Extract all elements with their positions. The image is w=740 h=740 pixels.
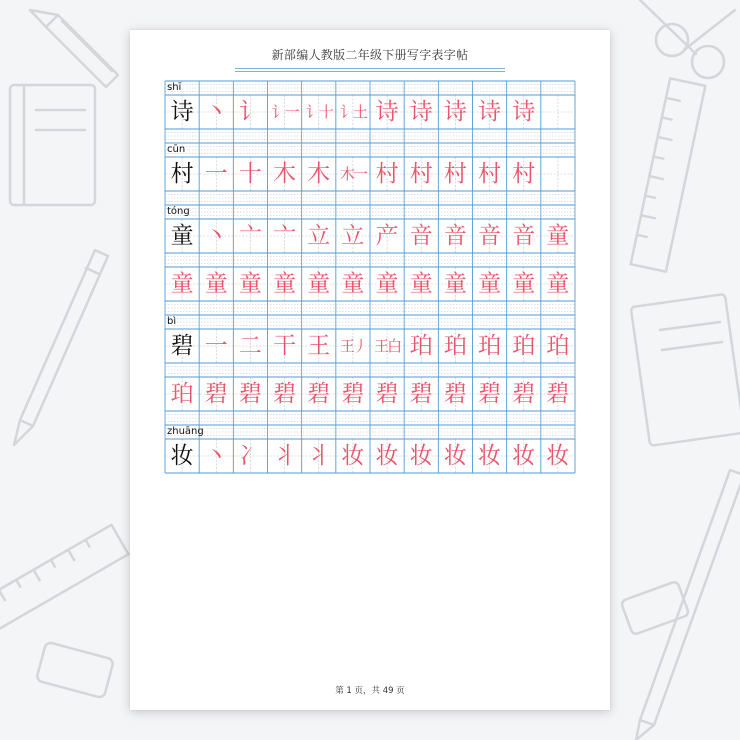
trace-character: 一 — [204, 333, 228, 359]
trace-character: 童 — [512, 271, 536, 297]
trace-character: 诗 — [375, 99, 399, 125]
trace-character: 产 — [375, 223, 399, 249]
practice-sheet — [130, 30, 610, 710]
trace-character: 童 — [478, 271, 502, 297]
model-character: 村 — [170, 161, 194, 187]
notebook-icon — [631, 294, 740, 446]
notebook-icon — [10, 85, 95, 205]
trace-character: 立 — [307, 223, 331, 249]
trace-character: 诗 — [512, 99, 536, 125]
trace-character: 诗 — [478, 99, 502, 125]
trace-character: 童 — [546, 271, 570, 297]
trace-character: 音 — [512, 223, 536, 249]
trace-character: 妆 — [512, 443, 536, 469]
trace-character: 碧 — [307, 381, 331, 407]
trace-character: 丬 — [273, 443, 297, 469]
trace-character: 珀 — [170, 381, 194, 407]
trace-character: 妆 — [375, 443, 399, 469]
trace-character: 妆 — [341, 443, 365, 469]
pinyin-label: tóng — [167, 206, 190, 217]
trace-character: 讠十 — [305, 103, 332, 121]
trace-character: 村 — [375, 161, 399, 187]
eraser-icon — [36, 642, 114, 699]
trace-character: 村 — [443, 161, 467, 187]
pinyin-label: zhuāng — [167, 426, 204, 437]
trace-character: 碧 — [238, 381, 262, 407]
trace-character: 童 — [546, 223, 570, 249]
trace-character: 碧 — [546, 381, 570, 407]
trace-character: 碧 — [375, 381, 399, 407]
trace-character: 丶 — [204, 443, 228, 469]
trace-character: 一 — [204, 161, 228, 187]
trace-character: 碧 — [512, 381, 536, 407]
pencil-icon — [636, 470, 740, 740]
trace-character: 童 — [443, 271, 467, 297]
trace-character: 讠土 — [339, 103, 366, 121]
trace-character: 珀 — [546, 333, 570, 359]
trace-character: 音 — [478, 223, 502, 249]
trace-character: 碧 — [478, 381, 502, 407]
page-number: 第 1 页，共 49 页 — [335, 686, 405, 696]
trace-character: 妆 — [409, 443, 433, 469]
trace-character: 丬 — [307, 443, 331, 469]
trace-character: 音 — [443, 223, 467, 249]
trace-character: 十 — [238, 161, 262, 187]
trace-character: 碧 — [273, 381, 297, 407]
model-character: 碧 — [170, 333, 194, 359]
trace-character: 冫 — [238, 443, 262, 469]
pen-icon — [14, 250, 108, 445]
trace-character: 碧 — [443, 381, 467, 407]
tianzi-grid — [130, 30, 610, 710]
trace-character: 妆 — [443, 443, 467, 469]
trace-character: 碧 — [341, 381, 365, 407]
trace-character: 童 — [307, 271, 331, 297]
trace-character: 干 — [273, 333, 297, 359]
trace-character: 童 — [170, 271, 194, 297]
trace-character: 立 — [341, 223, 365, 249]
trace-character: 珀 — [409, 333, 433, 359]
trace-character: 珀 — [512, 333, 536, 359]
trace-character: 村 — [512, 161, 536, 187]
trace-character: 童 — [409, 271, 433, 297]
trace-character: 珀 — [478, 333, 502, 359]
trace-character: 讠一 — [271, 103, 298, 121]
trace-character: 讠 — [238, 99, 262, 125]
trace-character: 碧 — [204, 381, 228, 407]
trace-character: 丶 — [204, 223, 228, 249]
trace-character: 村 — [478, 161, 502, 187]
trace-character: 诗 — [409, 99, 433, 125]
pinyin-label: shī — [167, 82, 182, 93]
ruler-icon — [631, 78, 706, 271]
trace-character: 村 — [409, 161, 433, 187]
scissors-icon — [640, 0, 735, 78]
ruler-icon — [0, 525, 128, 629]
trace-character: 童 — [341, 271, 365, 297]
trace-character: 音 — [409, 223, 433, 249]
trace-character: 童 — [273, 271, 297, 297]
model-character: 妆 — [170, 443, 194, 469]
trace-character: 碧 — [409, 381, 433, 407]
trace-character: 王白 — [374, 337, 401, 355]
trace-character: 童 — [204, 271, 228, 297]
trace-character: 珀 — [443, 333, 467, 359]
trace-character: 二 — [238, 333, 262, 359]
trace-character: 丶 — [204, 99, 228, 125]
trace-character: 童 — [238, 271, 262, 297]
trace-character: 亠 — [238, 223, 262, 249]
trace-character: 妆 — [478, 443, 502, 469]
trace-character: 王 — [307, 333, 331, 359]
trace-character: 童 — [375, 271, 399, 297]
trace-character: 木一 — [339, 165, 366, 183]
trace-character: 亠 — [273, 223, 297, 249]
trace-character: 王丿 — [339, 337, 366, 355]
trace-character: 妆 — [546, 443, 570, 469]
trace-character: 诗 — [443, 99, 467, 125]
trace-character: 木 — [273, 161, 297, 187]
pencil-icon — [30, 10, 118, 87]
page-title: 新部编人教版二年级下册写字表字帖 — [271, 48, 469, 62]
pinyin-label: bì — [167, 316, 177, 327]
trace-character: 木 — [307, 161, 331, 187]
pinyin-label: cūn — [167, 144, 186, 155]
model-character: 诗 — [170, 99, 194, 125]
model-character: 童 — [170, 223, 194, 249]
